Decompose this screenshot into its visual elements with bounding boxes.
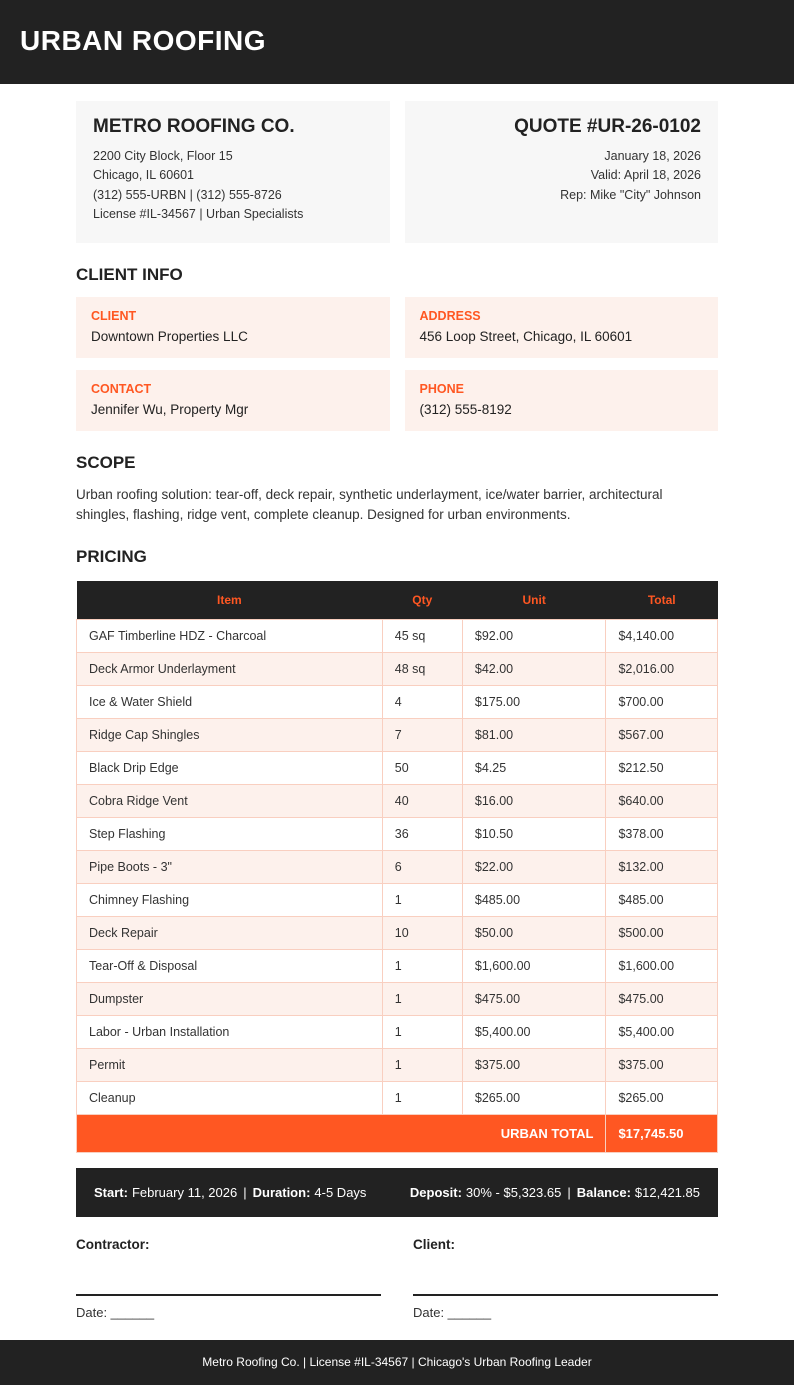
- client-signature-block: [413, 1237, 718, 1320]
- pricing-table-header: [77, 581, 718, 620]
- table-row: [77, 884, 718, 917]
- client-label: Client:: [413, 1237, 455, 1252]
- company-license: License #IL-34567 | Urban Specialists: [93, 207, 304, 222]
- cell-qty: 45 sq: [382, 620, 462, 653]
- cell-qty: 1: [382, 1082, 462, 1115]
- cell-qty: 1: [382, 950, 462, 983]
- cell-item: Chimney Flashing: [77, 884, 383, 917]
- company-info-box: [76, 101, 390, 243]
- cell-total: $375.00: [606, 1049, 718, 1082]
- client-field-address: [405, 297, 719, 358]
- cell-qty: 1: [382, 884, 462, 917]
- start-label: Start:: [94, 1185, 128, 1200]
- quote-info-box: [405, 101, 719, 243]
- cell-qty: 1: [382, 1049, 462, 1082]
- cell-item: Deck Armor Underlayment: [77, 653, 383, 686]
- cell-total: $500.00: [606, 917, 718, 950]
- page-footer: [0, 1340, 794, 1385]
- field-value: Downtown Properties LLC: [91, 328, 248, 344]
- cell-item: Black Drip Edge: [77, 752, 383, 785]
- page-header: [0, 0, 794, 84]
- deposit-label: Deposit:: [409, 1185, 462, 1200]
- cell-qty: 48 sq: [382, 653, 462, 686]
- cell-unit: $42.00: [462, 653, 606, 686]
- cell-total: $378.00: [606, 818, 718, 851]
- balance-value: $12,421.85: [634, 1185, 700, 1200]
- cell-unit: $485.00: [462, 884, 606, 917]
- cell-unit: $4.25: [462, 752, 606, 785]
- contractor-date-line: Date: ______: [76, 1305, 155, 1320]
- quote-valid-until: Valid: April 18, 2026: [590, 168, 701, 183]
- section-heading-client-info: CLIENT INFO: [76, 264, 183, 284]
- cell-qty: 10: [382, 917, 462, 950]
- cell-unit: $81.00: [462, 719, 606, 752]
- quote-number: QUOTE #UR-26-0102: [514, 116, 701, 137]
- table-row: [77, 785, 718, 818]
- cell-qty: 1: [382, 983, 462, 1016]
- cell-item: Tear-Off & Disposal: [77, 950, 383, 983]
- scope-description: Urban roofing solution: tear-off, deck repair, synthetic underlayment, ice/water barrier, architectural shingles, flashing, ridge vent, complete cleanup. Designed for urban environments.: [76, 486, 663, 522]
- table-row: [77, 917, 718, 950]
- cell-total: $567.00: [606, 719, 718, 752]
- cell-qty: 4: [382, 686, 462, 719]
- cell-item: Labor - Urban Installation: [77, 1016, 383, 1049]
- start-value: February 11, 2026: [131, 1185, 238, 1200]
- table-row: [77, 950, 718, 983]
- cell-unit: $5,400.00: [462, 1016, 606, 1049]
- field-value: Jennifer Wu, Property Mgr: [91, 401, 249, 417]
- cell-unit: $175.00: [462, 686, 606, 719]
- cell-total: $475.00: [606, 983, 718, 1016]
- cell-unit: $265.00: [462, 1082, 606, 1115]
- grand-total-value: $17,745.50: [606, 1115, 718, 1153]
- cell-total: $485.00: [606, 884, 718, 917]
- cell-item: Step Flashing: [77, 818, 383, 851]
- cell-total: $2,016.00: [606, 653, 718, 686]
- cell-total: $640.00: [606, 785, 718, 818]
- terms-bar: [76, 1168, 718, 1217]
- identity-row: [76, 101, 718, 243]
- contractor-signature-block: [76, 1237, 381, 1320]
- signature-section: [76, 1237, 718, 1320]
- field-label: CONTACT: [91, 381, 152, 396]
- table-row: [77, 719, 718, 752]
- table-row: [77, 1082, 718, 1115]
- cell-qty: 6: [382, 851, 462, 884]
- client-date-line: Date: ______: [413, 1305, 492, 1320]
- field-value: (312) 555-8192: [419, 401, 512, 417]
- cell-total: $212.50: [606, 752, 718, 785]
- section-heading-scope: SCOPE: [76, 452, 136, 472]
- company-name: METRO ROOFING CO.: [93, 116, 295, 137]
- cell-total: $700.00: [606, 686, 718, 719]
- cell-unit: $10.50: [462, 818, 606, 851]
- deposit-value: 30% - $5,323.65: [465, 1185, 562, 1200]
- cell-item: Cobra Ridge Vent: [77, 785, 383, 818]
- cell-item: Deck Repair: [77, 917, 383, 950]
- field-label: ADDRESS: [419, 308, 481, 323]
- company-address-line2: Chicago, IL 60601: [93, 168, 195, 183]
- cell-item: Cleanup: [77, 1082, 383, 1115]
- company-address-line1: 2200 City Block, Floor 15: [93, 149, 233, 163]
- cell-unit: $22.00: [462, 851, 606, 884]
- table-row: [77, 620, 718, 653]
- cell-qty: 7: [382, 719, 462, 752]
- cell-item: Permit: [77, 1049, 383, 1082]
- table-row: [77, 752, 718, 785]
- cell-item: Pipe Boots - 3": [77, 851, 383, 884]
- cell-unit: $16.00: [462, 785, 606, 818]
- duration-label: Duration:: [252, 1185, 311, 1200]
- table-row: [77, 1049, 718, 1082]
- field-value: 456 Loop Street, Chicago, IL 60601: [419, 328, 633, 344]
- table-row: [77, 1016, 718, 1049]
- quote-date: January 18, 2026: [604, 149, 701, 163]
- column-header-total: Total: [606, 581, 718, 620]
- company-phones: (312) 555-URBN | (312) 555-8726: [93, 187, 282, 202]
- footer-text: Metro Roofing Co. | License #IL-34567 | Chicago's Urban Roofing Leader: [202, 1355, 592, 1369]
- column-header-unit: Unit: [462, 581, 606, 620]
- field-label: CLIENT: [91, 308, 137, 323]
- contractor-signature-line: [76, 1252, 381, 1296]
- cell-total: $132.00: [606, 851, 718, 884]
- cell-unit: $92.00: [462, 620, 606, 653]
- terms-payment: Deposit: 30% - $5,323.65 | Balance: $12,421.85: [409, 1185, 700, 1200]
- table-row: [77, 983, 718, 1016]
- table-row: [77, 851, 718, 884]
- cell-qty: 1: [382, 1016, 462, 1049]
- terms-schedule: Start: February 11, 2026 | Duration: 4-5 Days: [94, 1185, 367, 1200]
- table-row: [77, 653, 718, 686]
- balance-label: Balance:: [576, 1185, 631, 1200]
- cell-qty: 36: [382, 818, 462, 851]
- cell-qty: 40: [382, 785, 462, 818]
- pricing-table: [76, 581, 718, 1153]
- cell-total: $4,140.00: [606, 620, 718, 653]
- cell-item: Ice & Water Shield: [77, 686, 383, 719]
- cell-unit: $375.00: [462, 1049, 606, 1082]
- cell-unit: $50.00: [462, 917, 606, 950]
- cell-item: Ridge Cap Shingles: [77, 719, 383, 752]
- column-header-item: Item: [77, 581, 383, 620]
- cell-unit: $475.00: [462, 983, 606, 1016]
- table-row: [77, 818, 718, 851]
- client-field-contact: [76, 370, 390, 431]
- quote-rep: Rep: Mike "City" Johnson: [560, 187, 701, 202]
- client-field-phone: [405, 370, 719, 431]
- client-info-grid: [76, 297, 718, 431]
- field-label: PHONE: [419, 381, 464, 396]
- table-row: [77, 686, 718, 719]
- cell-item: Dumpster: [77, 983, 383, 1016]
- cell-total: $5,400.00: [606, 1016, 718, 1049]
- contractor-label: Contractor:: [76, 1237, 150, 1252]
- section-heading-pricing: PRICING: [76, 547, 147, 566]
- cell-item: GAF Timberline HDZ - Charcoal: [77, 620, 383, 653]
- pricing-table-body: [77, 620, 718, 1115]
- duration-value: 4-5 Days: [314, 1185, 367, 1200]
- cell-total: $265.00: [606, 1082, 718, 1115]
- cell-unit: $1,600.00: [462, 950, 606, 983]
- client-signature-line: [413, 1252, 718, 1296]
- column-header-qty: Qty: [382, 581, 462, 620]
- grand-total-label: URBAN TOTAL: [77, 1115, 606, 1153]
- cell-total: $1,600.00: [606, 950, 718, 983]
- document-body: [0, 101, 794, 1320]
- cell-qty: 50: [382, 752, 462, 785]
- brand-title: URBAN ROOFING: [20, 25, 267, 56]
- client-field-client: [76, 297, 390, 358]
- grand-total-row: [77, 1115, 718, 1153]
